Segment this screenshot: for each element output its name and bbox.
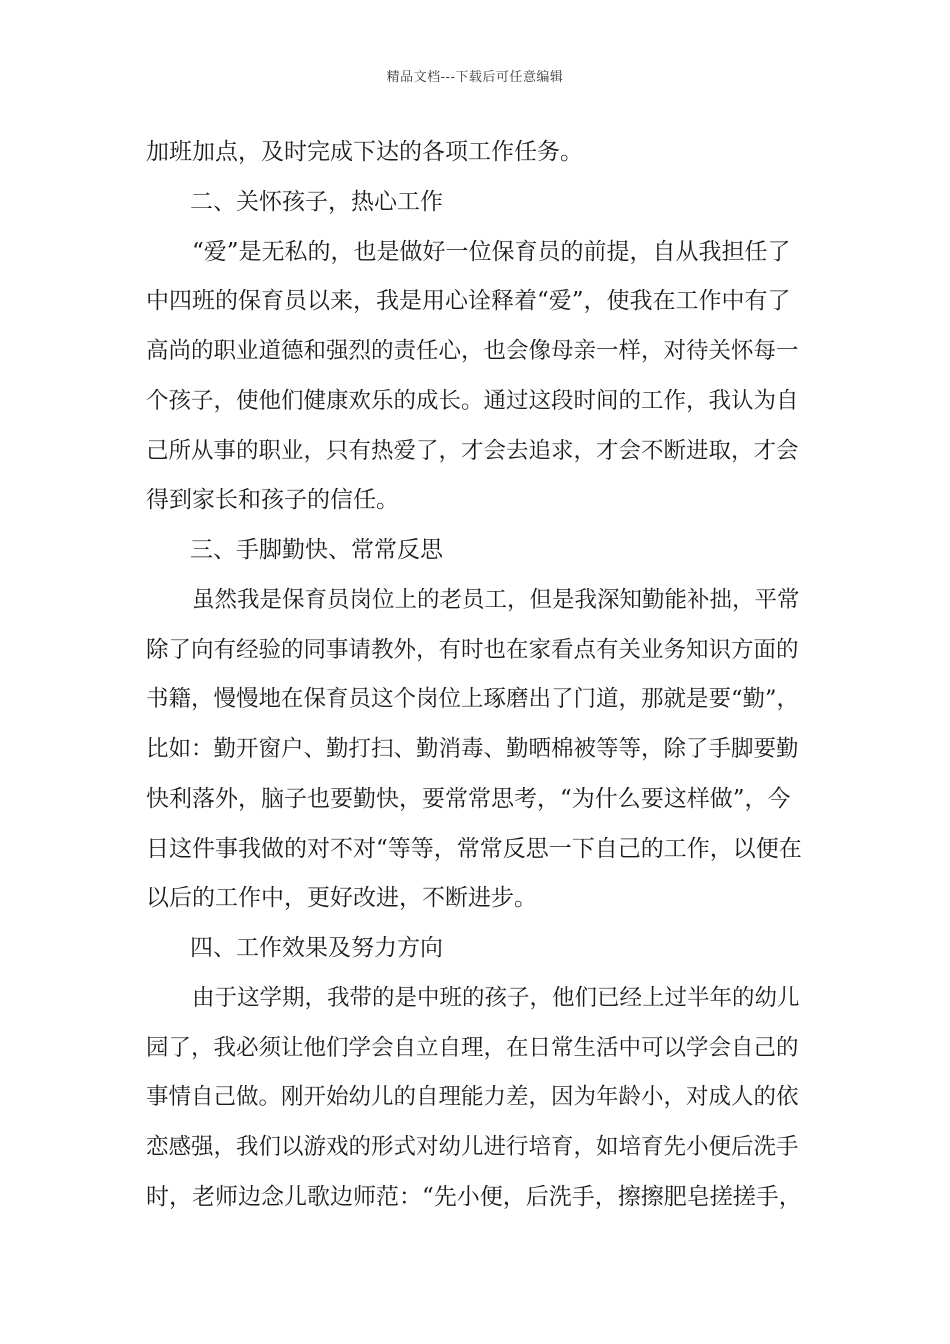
document-body (146, 128, 806, 1223)
section-heading: 二、关怀孩子，热心工作 (190, 188, 443, 215)
text-line: 己所从事的职业，只有热爱了，才会去追求，才会不断进取，才会 (146, 437, 799, 464)
text-line: 得到家长和孩子的信任。 (146, 487, 399, 514)
page-header: 精品文档---下载后可任意编辑 (386, 70, 564, 85)
text-line: 比如：勤开窗户、勤打扫、勤消毒、勤晒棉被等等，除了手脚要勤 (146, 736, 799, 762)
section-heading: 四、工作效果及努力方向 (190, 935, 443, 961)
text-line: 书籍，慢慢地在保育员这个岗位上琢磨出了门道，那就是要“勤”， (146, 686, 800, 713)
text-line: 个孩子，使他们健康欢乐的成长。通过这段时间的工作，我认为自 (146, 387, 799, 414)
text-line: 高尚的职业道德和强烈的责任心，也会像母亲一样，对待关怀每一 (146, 338, 799, 364)
text-line: 中四班的保育员以来，我是用心诠释着“爱”，使我在工作中有了 (146, 288, 791, 315)
text-line: 由于这学期，我带的是中班的孩子，他们已经上过半年的幼儿 (192, 984, 800, 1011)
section-heading: 三、手脚勤快、常常反思 (190, 537, 443, 563)
text-line: 园了，我必须让他们学会自立自理，在日常生活中可以学会自己的 (146, 1034, 799, 1061)
text-line: 快利落外，脑子也要勤快，要常常思考，“为什么要这样做”，今 (146, 785, 791, 812)
text-line: “爱”是无私的，也是做好一位保育员的前提，自从我担任了 (192, 238, 791, 265)
text-line: 以后的工作中，更好改进，不断进步。 (146, 885, 537, 912)
text-line: 虽然我是保育员岗位上的老员工，但是我深知勤能补拙，平常 (192, 586, 800, 613)
text-line: 时，老师边念儿歌边师范：“先小便，后洗手，擦擦肥皂搓搓手， (146, 1183, 802, 1210)
text-line: 恋感强，我们以游戏的形式对幼儿进行培育，如培育先小便后洗手 (146, 1134, 799, 1160)
text-line: 事情自己做。刚开始幼儿的自理能力差，因为年龄小，对成人的依 (146, 1084, 799, 1111)
text-line: 除了向有经验的同事请教外，有时也在家看点有关业务知识方面的 (146, 636, 799, 663)
text-line: 日这件事我做的对不对“等等，常常反思一下自己的工作，以便在 (146, 835, 802, 862)
text-line: 加班加点，及时完成下达的各项工作任务。 (146, 139, 583, 165)
